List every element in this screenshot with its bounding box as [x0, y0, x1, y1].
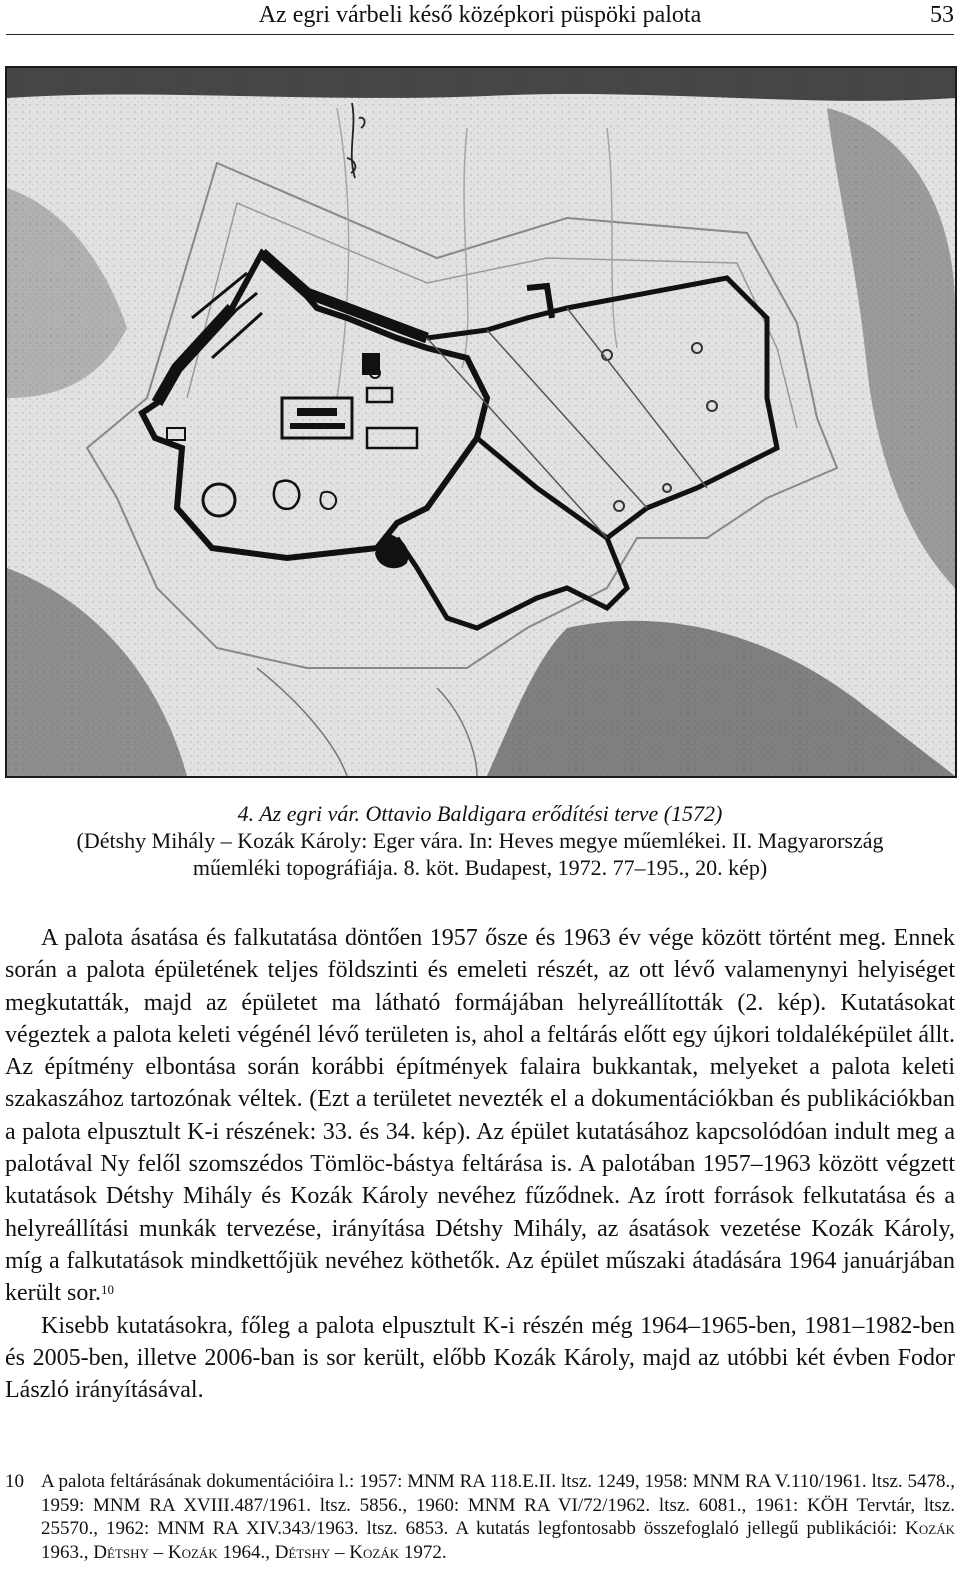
caption-line-1: 4. Az egri vár. Ottavio Baldigara erődítési terve (1572) [237, 801, 723, 826]
footnote-body: A palota feltárásának dokumentációira l.: 1957: MNM RA 118.E.II. ltsz. 1249, 1958: MNM RA V.110/1961. ltsz. 5478., 1959: MNM RA XVIII.487/1961. ltsz. 5856., 1960: MNM RA VI/72/1962. ltsz. 6081., 1961: KÖH Tervtár, ltsz. 25570., 1962: MNM RA XIV.343/1963. ltsz. 6853. A kutatás legfontosabb összefoglaló jellegű publikációi: [41, 1471, 955, 1539]
paragraph [5, 922, 955, 1310]
paragraph-text: A palota ásatása és falkutatása döntően 1957 ősze és 1963 év vége között történt meg. Ennek során a palota épületének teljes földszinti és emeleti részét, az ott lévő valamenynyi helyiséget megkutatták, majd az épületet ma látható formájában helyreállították (2. kép). Kutatásokat végeztek a palota keleti végénél lévő területen is, ahol a feltárás előtt egy újkori toldaléképület állt. Az építmény elbontása során korábbi építmények falaira bukkantak, melyeket a palota keleti szakaszához tartozónak véltek. (Ezt a területet nevezték el a dokumentációkban és publikációkban a palota elpusztult K-i részének: 33. és 34. kép). Az épület kutatásához kapcsolódóan indult meg a palotával Ny felől szomszédos Tömlöc-bástya feltárása is. A palotában 1957–1963 között végzett kutatások Détshy Mihály és Kozák Károly nevéhez fűződnek. Az írott források felkutatása és a helyreállítási munkák tervezése, irányítása Détshy Mihály, az ásatások vezetése Kozák Károly, míg a falkutatások mindkettőjük nevéhez köthetők. Az épület műszaki átadására 1964 januárjában került sor. [5, 925, 955, 1307]
castle-plan-drawing [7, 68, 955, 776]
ref-year: 1964., [217, 1541, 275, 1563]
footnote-reference[interactable]: 10 [101, 1282, 114, 1298]
ref-author: Kozák [905, 1518, 955, 1539]
ref-year: 1963., [41, 1541, 94, 1563]
caption-line-2: (Détshy Mihály – Kozák Károly: Eger vára. In: Heves megye műemlékei. II. Magyarország [76, 828, 884, 853]
page-number: 53 [930, 2, 954, 28]
caption-line-3: műemléki topográfiája. 8. köt. Budapest, 1972. 77–195., 20. kép) [192, 855, 768, 880]
figure-caption [0, 800, 960, 881]
ref-author: Détshy – Kozák [274, 1541, 400, 1563]
running-title: Az egri várbeli késő középkori püspöki palota [258, 2, 702, 28]
paragraph: Kisebb kutatásokra, főleg a palota elpusztult K-i részén még 1964–1965-ben, 1981–1982-ben és 2005-ben, illetve 2006-ban is sor került, előbb Kozák Károly, majd az utóbbi két évben Fodor László irányításával. [5, 1312, 955, 1404]
ref-author: Détshy – Kozák [93, 1541, 218, 1563]
footnote [5, 1470, 955, 1564]
ref-year: 1972. [399, 1541, 447, 1563]
castle-plan-figure [5, 66, 957, 778]
body-text [5, 922, 955, 1406]
footnote-text [41, 1470, 955, 1564]
running-header [6, 0, 954, 35]
footnote-number: 10 [5, 1471, 24, 1492]
